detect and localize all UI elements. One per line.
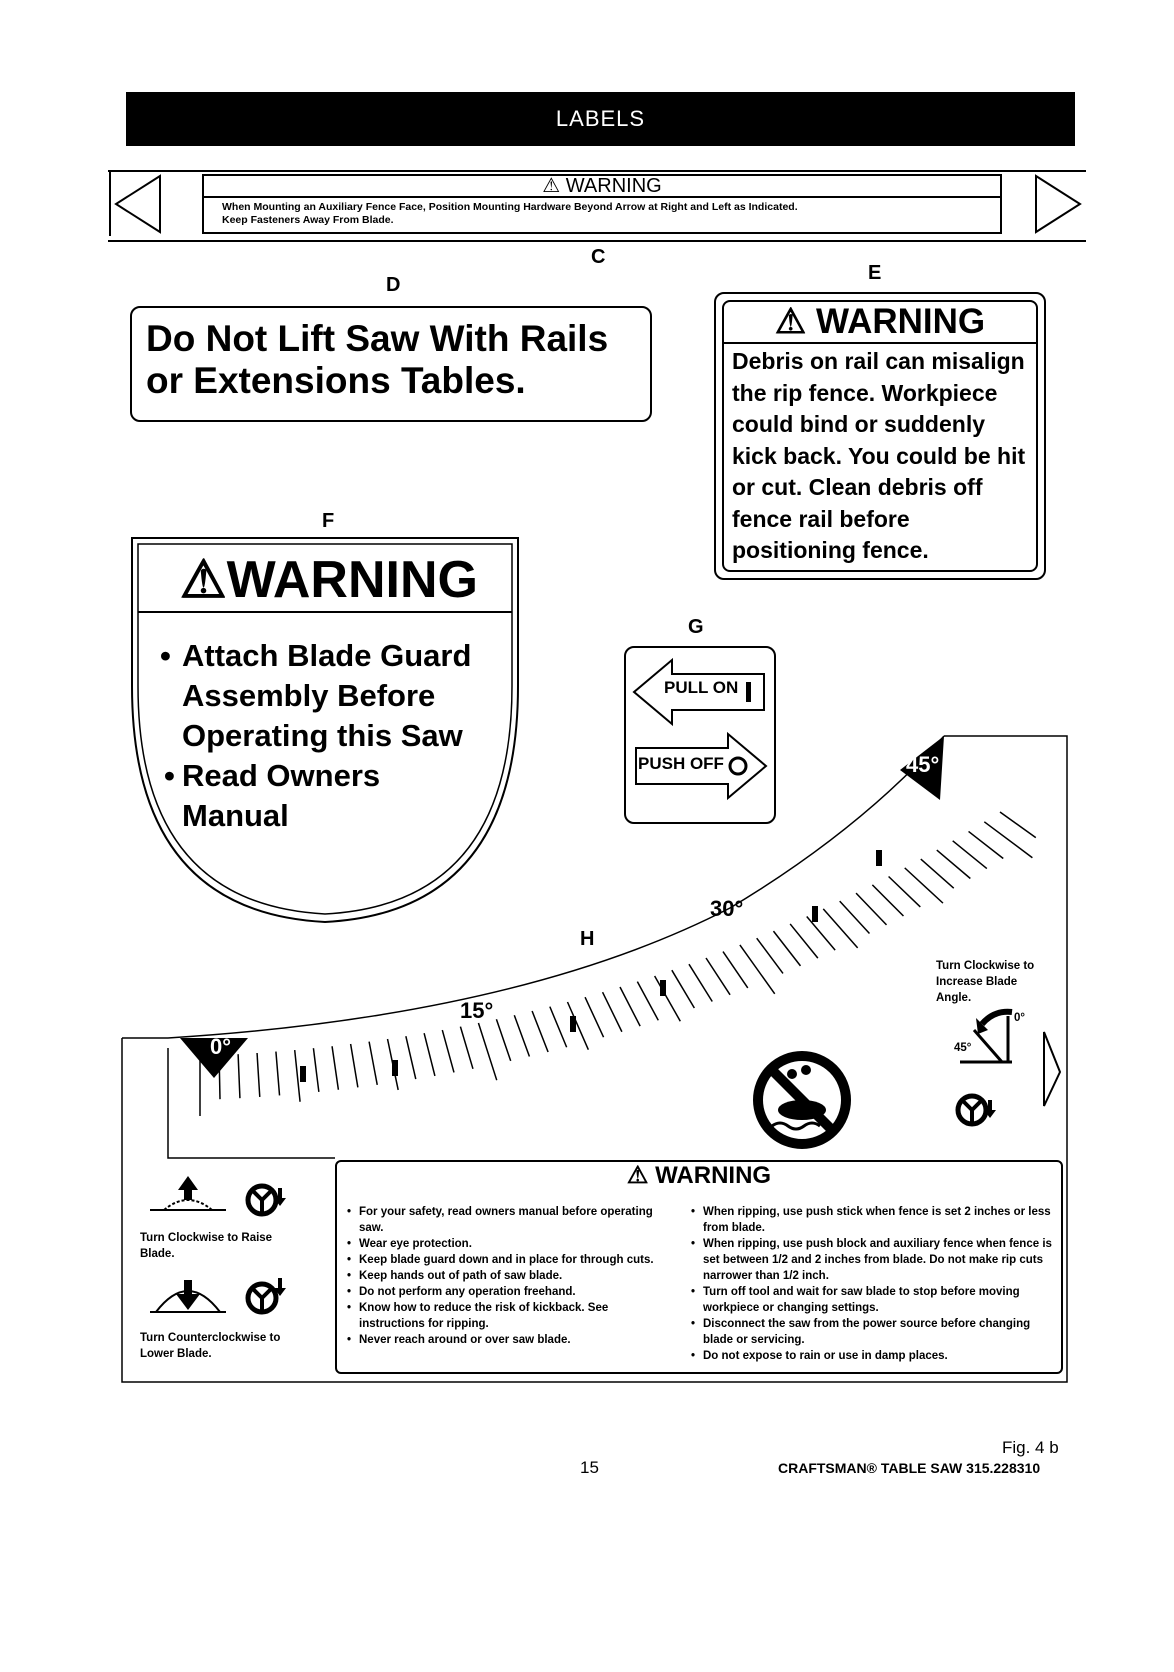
label-h-col1 <box>345 1204 667 1348</box>
label-e-title: ⚠ WARNING <box>724 302 1036 344</box>
scale-tick <box>872 885 903 916</box>
page-number: 15 <box>580 1458 599 1477</box>
scale-tick <box>585 997 603 1037</box>
scale-tick <box>603 992 622 1032</box>
handwheel-icon <box>248 1278 286 1312</box>
scale-tick <box>478 1023 496 1080</box>
scale-tick <box>706 958 730 995</box>
label-e-letter: E <box>868 262 882 284</box>
label-f-title: ⚠WARNING <box>180 551 478 609</box>
label-c-letter: C <box>591 246 606 268</box>
scale-tick <box>773 931 800 966</box>
scale-tick <box>953 841 987 869</box>
scale-tick <box>807 917 835 951</box>
raise-blade-icon <box>150 1176 226 1210</box>
label-f-bullet-dot: • <box>160 638 171 673</box>
label-f-letter: F <box>322 510 335 532</box>
scale-tick <box>655 976 681 1021</box>
list-item: • When ripping, use push stick when fence is set 2 inches or less from blade. <box>689 1204 1055 1236</box>
no-water-icon <box>758 1056 846 1144</box>
scale-major-marker <box>392 1060 398 1076</box>
scale-tick <box>424 1033 435 1076</box>
scale-tick <box>460 1027 473 1069</box>
label-c-text: When Mounting an Auxiliary Fence Face, Position Mounting Hardware Beyond Arrow at Right and Left as Indicated. Keep Fasteners Away From Blade. <box>222 201 798 226</box>
scale-tick <box>889 876 921 906</box>
scale-tick <box>514 1015 529 1056</box>
label-h-warning-title: ⚠ WARNING <box>626 1162 772 1189</box>
scale-tick <box>840 901 870 933</box>
list-item: • When ripping, use push block and auxiliary fence when fence is set between 1/2 and 2 inches from blade. Do not make rip cuts narrower than 1/2 inch. <box>689 1236 1055 1284</box>
label-f-bullet-2: Read Owners Manual <box>182 758 381 833</box>
scale-major-marker <box>660 980 666 996</box>
label-g-letter: G <box>688 616 704 638</box>
scale-tick <box>689 964 712 1001</box>
list-item: • Do not perform any operation freehand. <box>345 1284 667 1300</box>
label-f-bullet-dot: • <box>164 758 175 793</box>
figure-caption: Fig. 4 b <box>1002 1438 1059 1457</box>
list-item: • Do not expose to rain or use in damp places. <box>689 1348 1055 1364</box>
scale-tick <box>313 1048 318 1092</box>
scale-major-marker <box>876 850 882 866</box>
scale-tick <box>969 831 1004 858</box>
push-off-text: PUSH OFF <box>638 754 724 773</box>
list-item: • For your safety, read owners manual before operating saw. <box>345 1204 667 1236</box>
label-d-text: Do Not Lift Saw With Rails or Extensions Tables. <box>146 318 609 401</box>
scale-tick <box>532 1011 548 1052</box>
warning-triangle-icon: ⚠ <box>774 302 807 341</box>
scale-tick <box>550 1007 567 1048</box>
scale-tick <box>984 822 1032 858</box>
scale-tick <box>276 1052 280 1096</box>
scale-tick <box>937 850 971 878</box>
warning-triangle-icon: ⚠ <box>542 175 561 197</box>
scale-tick <box>740 945 775 994</box>
handwheel-icon <box>958 1096 996 1124</box>
scale-tick <box>856 893 886 925</box>
scale-tick <box>406 1036 416 1079</box>
warning-triangle-icon: ⚠ <box>626 1162 649 1189</box>
label-f-bullet-1: Attach Blade Guard Assembly Before Operating this Saw <box>182 638 472 753</box>
pull-on-text: PULL ON <box>664 678 739 697</box>
scale-label-15: 15° <box>460 998 494 1023</box>
brand-model: CRAFTSMAN® TABLE SAW 315.228310 <box>778 1460 1041 1476</box>
label-c-title: ⚠ WARNING <box>204 176 1000 198</box>
scale-tick <box>637 982 658 1021</box>
list-item: • Know how to reduce the risk of kickback. See instructions for ripping. <box>345 1300 667 1332</box>
list-item: • Keep hands out of path of saw blade. <box>345 1268 667 1284</box>
label-h-letter: H <box>580 928 595 950</box>
angle-0-label: 0° <box>1014 1012 1025 1024</box>
turn-clockwise-angle-text: Turn Clockwise to Increase Blade Angle. <box>936 960 1035 1004</box>
scale-tick <box>332 1046 338 1090</box>
scale-tick <box>257 1053 260 1097</box>
list-item: • Never reach around or over saw blade. <box>345 1332 667 1348</box>
list-item: • Turn off tool and wait for saw blade to stop before moving workpiece or changing settings. <box>689 1284 1055 1316</box>
scale-major-marker <box>812 906 818 922</box>
scale-major-marker <box>570 1016 576 1032</box>
scale-tick <box>1000 812 1036 838</box>
scale-tick <box>723 952 748 988</box>
label-d-letter: D <box>386 274 401 296</box>
list-item: • Wear eye protection. <box>345 1236 667 1252</box>
section-header: LABELS <box>126 92 1075 146</box>
scale-major-marker <box>300 1066 306 1082</box>
raise-blade-text: Turn Clockwise to Raise Blade. <box>140 1232 273 1260</box>
scale-tick <box>620 987 640 1026</box>
label-h-col2 <box>689 1204 1055 1364</box>
scale-tick <box>790 924 818 958</box>
scale-label-0: 0° <box>210 1034 232 1059</box>
scale-tick <box>295 1050 300 1102</box>
lower-blade-text: Turn Counterclockwise to Lower Blade. <box>140 1332 281 1360</box>
scale-tick <box>672 970 695 1008</box>
blade-angle-icon <box>960 1012 1060 1106</box>
list-item: • Keep blade guard down and in place for through cuts. <box>345 1252 667 1268</box>
list-item: • Disconnect the saw from the power source before changing blade or servicing. <box>689 1316 1055 1348</box>
lower-blade-icon <box>150 1280 226 1312</box>
scale-tick <box>442 1030 454 1072</box>
label-e-text: Debris on rail can misalign the rip fence. Workpiece could bind or suddenly kick back. You could be hit or cut. Clean debris off fence rail before positioning fence. <box>732 348 1026 563</box>
angle-45-label: 45° <box>954 1042 972 1054</box>
scale-tick <box>757 938 783 973</box>
scale-tick <box>369 1042 377 1085</box>
scale-label-45: 45° <box>906 752 940 777</box>
warning-triangle-icon: ⚠ <box>180 551 227 609</box>
scale-tick <box>351 1044 358 1087</box>
label-h-warning <box>335 1160 1063 1374</box>
scale-tick <box>921 859 954 888</box>
handwheel-icon <box>248 1186 286 1214</box>
scale-label-30: 30° <box>710 896 744 921</box>
scale-tick <box>496 1019 510 1061</box>
scale-tick <box>238 1054 240 1098</box>
